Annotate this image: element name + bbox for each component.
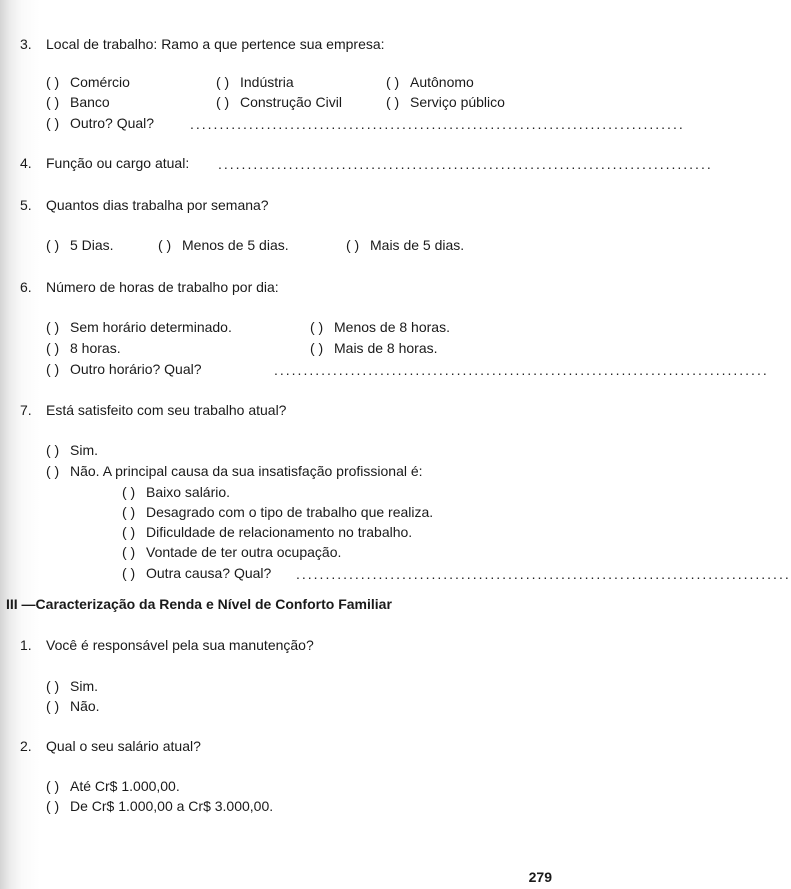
q7-question: Está satisfeito com seu trabalho atual?	[46, 402, 287, 418]
page-number: 279	[528, 869, 552, 885]
q6-option-outro[interactable]: ( ) Outro horário? Qual?	[46, 361, 202, 377]
q6-option-menos-8[interactable]: ( ) Menos de 8 horas.	[310, 319, 450, 335]
checkbox-empty[interactable]: ( )	[216, 94, 230, 110]
q7-option-nao[interactable]: ( ) Não. A principal causa da sua insatisfação profissional é:	[46, 463, 423, 479]
checkbox-empty[interactable]: ( )	[46, 94, 60, 110]
checkbox-empty[interactable]: ( )	[310, 340, 324, 356]
fill-in-line[interactable]: ....................................................................................	[190, 116, 685, 132]
q3-option-construcao[interactable]: ( ) Construção Civil	[216, 94, 342, 110]
checkbox-empty[interactable]: ( )	[216, 74, 230, 90]
checkbox-empty[interactable]: ( )	[346, 237, 360, 253]
checkbox-empty[interactable]: ( )	[122, 524, 136, 540]
q7-sub-outra-causa[interactable]: ( ) Outra causa? Qual?	[122, 565, 272, 581]
checkbox-empty[interactable]: ( )	[46, 115, 60, 131]
q7-option-sim[interactable]: ( ) Sim.	[46, 442, 98, 458]
checkbox-empty[interactable]: ( )	[122, 544, 136, 560]
s3q1-option-sim[interactable]: ( ) Sim.	[46, 678, 98, 694]
q5-question: Quantos dias trabalha por semana?	[46, 197, 269, 213]
q7-sub-dificuldade[interactable]: ( ) Dificuldade de relacionamento no trabalho.	[122, 524, 413, 540]
q3-option-industria[interactable]: ( ) Indústria	[216, 74, 294, 90]
checkbox-empty[interactable]: ( )	[46, 361, 60, 377]
q4-number: 4.	[20, 155, 32, 171]
q5-option-menos-5[interactable]: ( ) Menos de 5 dias.	[158, 237, 289, 253]
q3-option-banco[interactable]: ( ) Banco	[46, 94, 110, 110]
q3-option-outro[interactable]: ( ) Outro? Qual?	[46, 115, 155, 131]
s3q1-option-nao[interactable]: ( ) Não.	[46, 698, 100, 714]
q7-number: 7.	[20, 402, 32, 418]
checkbox-empty[interactable]: ( )	[122, 504, 136, 520]
q3-option-autonomo[interactable]: ( ) Autônomo	[386, 74, 474, 90]
q7-sub-baixo-salario[interactable]: ( ) Baixo salário.	[122, 484, 231, 500]
q3-question: Local de trabalho: Ramo a que pertence sua empresa:	[46, 36, 385, 52]
q3-option-comercio[interactable]: ( ) Comércio	[46, 74, 130, 90]
s3q2-number: 2.	[20, 738, 32, 754]
q7-sub-desagrado[interactable]: ( ) Desagrado com o tipo de trabalho que realiza.	[122, 504, 434, 520]
s3q2-option-1000-3000[interactable]: ( ) De Cr$ 1.000,00 a Cr$ 3.000,00.	[46, 798, 274, 814]
s3q2-option-ate-1000[interactable]: ( ) Até Cr$ 1.000,00.	[46, 778, 180, 794]
q3-number: 3.	[20, 36, 32, 52]
s3q2-question: Qual o seu salário atual?	[46, 738, 201, 754]
checkbox-empty[interactable]: ( )	[386, 74, 400, 90]
q7-sub-vontade[interactable]: ( ) Vontade de ter outra ocupação.	[122, 544, 342, 560]
checkbox-empty[interactable]: ( )	[310, 319, 324, 335]
checkbox-empty[interactable]: ( )	[122, 484, 136, 500]
q6-option-8-horas[interactable]: ( ) 8 horas.	[46, 340, 121, 356]
fill-in-line[interactable]: ....................................................................................	[274, 362, 769, 378]
q5-option-mais-5[interactable]: ( ) Mais de 5 dias.	[346, 237, 465, 253]
checkbox-empty[interactable]: ( )	[46, 778, 60, 794]
checkbox-empty[interactable]: ( )	[158, 237, 172, 253]
checkbox-empty[interactable]: ( )	[46, 678, 60, 694]
checkbox-empty[interactable]: ( )	[386, 94, 400, 110]
q6-question: Número de horas de trabalho por dia:	[46, 279, 279, 295]
checkbox-empty[interactable]: ( )	[122, 565, 136, 581]
checkbox-empty[interactable]: ( )	[46, 340, 60, 356]
q5-number: 5.	[20, 197, 32, 213]
q5-option-5-dias[interactable]: ( ) 5 Dias.	[46, 237, 114, 253]
checkbox-empty[interactable]: ( )	[46, 442, 60, 458]
fill-in-line[interactable]: ....................................................................................	[296, 566, 791, 582]
checkbox-empty[interactable]: ( )	[46, 798, 60, 814]
s3q1-question: Você é responsável pela sua manutenção?	[46, 637, 314, 653]
fill-in-line[interactable]: ....................................................................................	[218, 156, 713, 172]
q3-option-servico-publico[interactable]: ( ) Serviço público	[386, 94, 505, 110]
checkbox-empty[interactable]: ( )	[46, 698, 60, 714]
q6-option-mais-8[interactable]: ( ) Mais de 8 horas.	[310, 340, 438, 356]
q6-number: 6.	[20, 279, 32, 295]
checkbox-empty[interactable]: ( )	[46, 237, 60, 253]
checkbox-empty[interactable]: ( )	[46, 463, 60, 479]
q4-question: Função ou cargo atual:	[46, 155, 190, 171]
checkbox-empty[interactable]: ( )	[46, 74, 60, 90]
section-heading: III —Caracterização da Renda e Nível de Conforto Familiar	[6, 596, 392, 612]
s3q1-number: 1.	[20, 637, 32, 653]
q6-option-sem-horario[interactable]: ( ) Sem horário determinado.	[46, 319, 232, 335]
checkbox-empty[interactable]: ( )	[46, 319, 60, 335]
